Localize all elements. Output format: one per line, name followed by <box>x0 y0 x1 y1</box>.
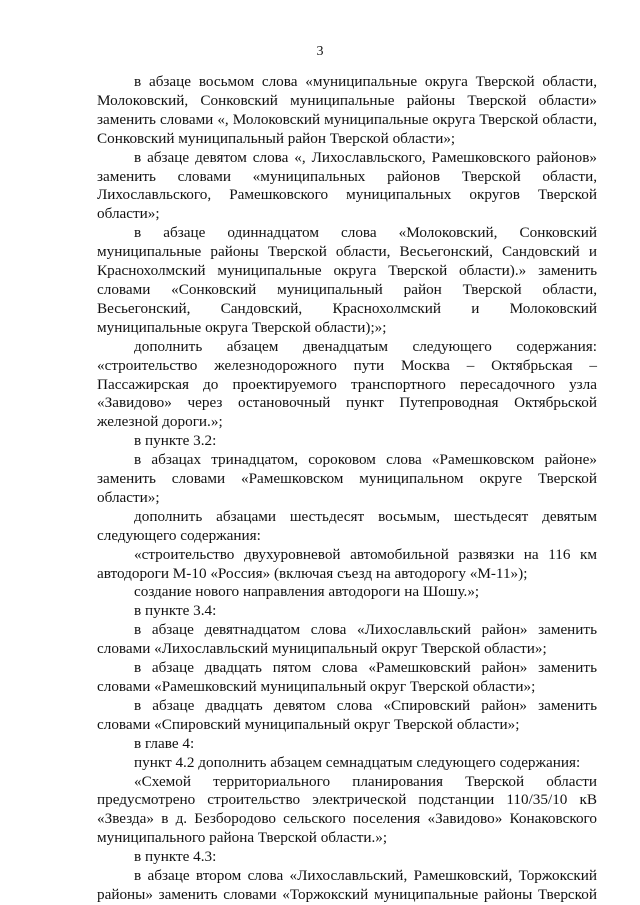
paragraph-quote-interchange: «строительство двухуровневой автомобильной развязки на 116 км автодороги М-10 «Россия» (включая съезд на автодорогу «М-11»); <box>97 545 597 582</box>
paragraph-item-3-4: в пункте 3.4: <box>134 602 217 620</box>
document-body <box>97 73 597 905</box>
paragraph-add-para68-69: дополнить абзацами шестьдесят восьмым, шестьдесят девятым следующего содержания: <box>97 507 597 544</box>
paragraph-item-3-2: в пункте 3.2: <box>134 432 217 450</box>
paragraph-amendment-para19: в абзаце девятнадцатом слова «Лихославльский район» заменить словами «Лихославльский муниципальный округ Тверской области»; <box>97 621 597 658</box>
paragraph-item-4-3: в пункте 4.3: <box>134 848 217 866</box>
paragraph-amendment-para11: в абзаце одиннадцатом слова «Молоковский, Сонковский муниципальные районы Тверской области, Весьегонский, Сандовский и Краснохолмский муниципальные округа Тверской области).» заменить словами «Сонковский муниципальный район Тверской области, Весьегонский, Сандовский, Краснохолмский и Молоковский муниципальные округа Тверской области);»; <box>97 224 597 336</box>
paragraph-item-4-2: пункт 4.2 дополнить абзацем семнадцатым следующего содержания: <box>134 753 581 771</box>
paragraph-amendment-para13-40: в абзацах тринадцатом, сороковом слова «Рамешковском районе» заменить словами «Рамешковском муниципальном округе Тверской области»; <box>97 451 597 506</box>
paragraph-amendment-para8: в абзаце восьмом слова «муниципальные округа Тверской области, Молоковский, Сонковский муниципальные районы Тверской области» заменить словами «, Молоковский муниципальные округа Тверской области, Сонковский муниципальный район Тверской области»; <box>97 73 597 147</box>
paragraph-amendment-para29: в абзаце двадцать девятом слова «Спировский район» заменить словами «Спировский муниципальный округ Тверской области»; <box>97 696 597 733</box>
paragraph-amendment-para9: в абзаце девятом слова «, Лихославльского, Рамешковского районов» заменить словами «муниципальных районов Тверской области, Лихославльского, Рамешковского муниципальных округов Тверской области»; <box>97 148 597 223</box>
paragraph-quote-substation: «Схемой территориального планирования Тверской области предусмотрено строительство электрической подстанции 110/35/10 кВ «Звезда» в д. Безбородово сельского поселения «Завидово» Конаковского муниципального района Тверской области.»; <box>97 772 597 847</box>
page-number: 3 <box>316 44 324 59</box>
paragraph-quote-shosha: создание нового направления автодороги на Шошу.»; <box>134 583 480 601</box>
paragraph-add-para12: дополнить абзацем двенадцатым следующего содержания: «строительство железнодорожного пути Москва – Октябрьская – Пассажирская до проектируемого транспортного пересадочного узла «Завидово» через остановочный пункт Путепроводная Октябрьской железной дороги.»; <box>97 337 597 431</box>
paragraph-amendment-para2: в абзаце втором слова «Лихославльский, Рамешковский, Торжокский районы» заменить словами «Торжокский муниципальные районы Тверской <box>97 867 597 903</box>
paragraph-chapter-4: в главе 4: <box>134 734 195 752</box>
paragraph-amendment-para25: в абзаце двадцать пятом слова «Рамешковский район» заменить словами «Рамешковский муниципальный округ Тверской области»; <box>97 659 597 695</box>
